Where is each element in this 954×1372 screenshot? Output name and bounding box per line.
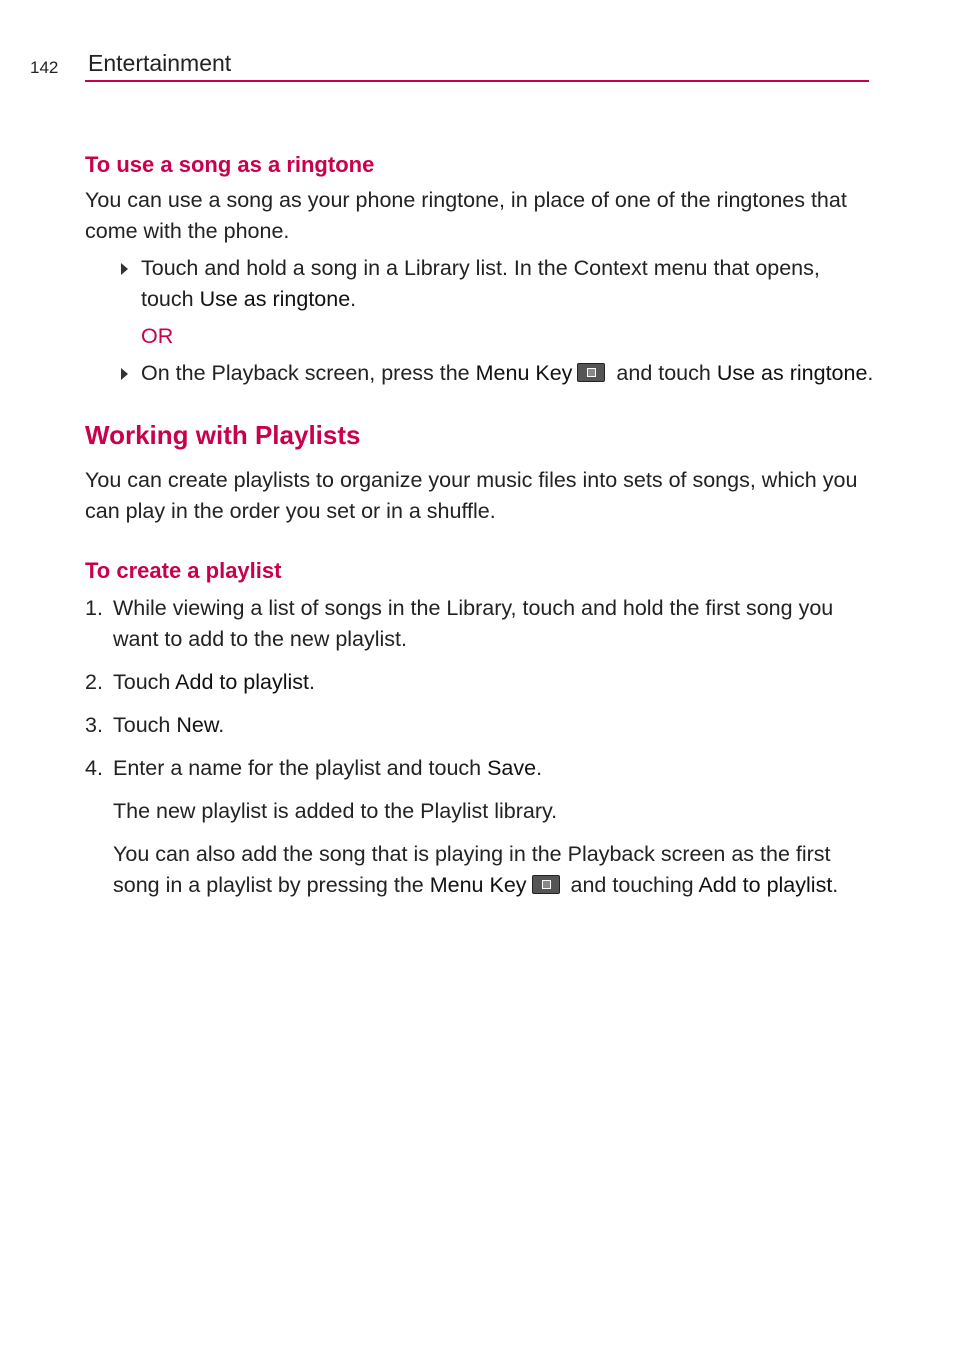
ui-term: Use as ringtone bbox=[716, 361, 868, 385]
playlists-intro: You can create playlists to organize your music files into sets of songs, which you can play in the order you set or in a shuffle. bbox=[85, 468, 858, 523]
step-note-1: The new playlist is added to the Playlist library. bbox=[113, 799, 558, 823]
ringtone-bullet-2: On the Playback screen, press the Menu Key and touch Use as ringtone. bbox=[85, 358, 875, 389]
bullet-arrow-icon bbox=[121, 368, 128, 380]
or-label: OR bbox=[141, 324, 174, 348]
menu-key-icon bbox=[577, 363, 605, 382]
step-item: 1. While viewing a list of songs in the Library, touch and hold the first song you want to add to the new playlist. bbox=[85, 596, 834, 651]
step-item: 2. Touch Add to playlist. bbox=[85, 670, 316, 694]
step-note-2: You can also add the song that is playing in the Playback screen as the first song in a playlist by pressing the Menu Key and touching Add to playlist. bbox=[113, 842, 839, 897]
ringtone-bullets-2 bbox=[85, 358, 875, 389]
create-playlist-heading: To create a playlist bbox=[85, 558, 282, 583]
bullet-arrow-icon bbox=[121, 263, 128, 275]
page-number: 142 bbox=[30, 58, 59, 77]
ringtone-heading: To use a song as a ringtone bbox=[85, 152, 375, 177]
ui-term: Use as ringtone bbox=[199, 287, 351, 311]
playlists-heading: Working with Playlists bbox=[85, 420, 361, 450]
ui-term: Add to playlist bbox=[175, 670, 310, 694]
step-item: 3. Touch New. bbox=[85, 713, 225, 737]
ui-term: Menu Key bbox=[429, 873, 527, 897]
create-steps bbox=[85, 593, 875, 784]
step-item: 4. Enter a name for the playlist and touch Save. bbox=[85, 756, 543, 780]
ringtone-bullets bbox=[85, 253, 875, 315]
page-content bbox=[85, 149, 875, 913]
ui-term: Save bbox=[487, 756, 537, 780]
ui-term: Menu Key bbox=[475, 361, 573, 385]
menu-key-icon bbox=[532, 875, 560, 894]
ui-term: New bbox=[176, 713, 219, 737]
ringtone-intro: You can use a song as your phone ringtone, in place of one of the ringtones that come with the phone. bbox=[85, 188, 847, 243]
section-title: Entertainment bbox=[88, 50, 232, 76]
ringtone-bullet-1: Touch and hold a song in a Library list. In the Context menu that opens, touch Use as ringtone. bbox=[85, 253, 875, 315]
header-divider bbox=[85, 80, 869, 82]
ui-term: Add to playlist bbox=[698, 873, 833, 897]
